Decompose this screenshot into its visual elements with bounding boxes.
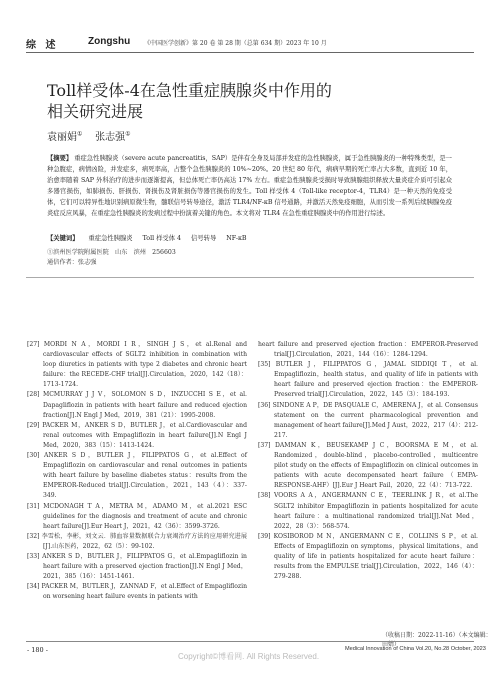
running-header xyxy=(26,36,474,52)
keywords-label: 【关键词】 xyxy=(47,235,79,242)
section-label-en: Zongshu xyxy=(88,36,131,47)
references-column-left xyxy=(27,340,247,602)
journal-footer-en: Medical Innovation of China Vol.20, No.28 October, 2023 xyxy=(345,646,486,652)
footer-rule xyxy=(26,641,474,642)
affiliation-block xyxy=(47,248,176,267)
reference-item: [31] MCDONAGH T A，METRA M，ADAMO M，et al.2021 ESC guidelines for the diagnosis and treatment of acute and chronic heart failure[J].Eur Heart J，2021，42（36）：3599-3726. xyxy=(27,502,247,530)
author-list xyxy=(47,128,131,143)
affiliation: ①滨州医学院附属医院 山东 滨州 256603 xyxy=(47,249,176,256)
reference-item: [27] MORDI N A，MORDI I R，SINGH J S，et al.Renal and cardiovascular effects of SGLT2 inhibition in combination with loop diuretics in patients with type 2 diabetes and chronic heart failure：the RECEDE-CHF trial[J].Circulation，2020，142（18）：1713-1724. xyxy=(27,341,247,389)
reference-item: [28] MCMURRAY J J V，SOLOMON S D，INZUCCHI S E，et al. Dapagliflozin in patients with heart failure and reduced ejection fraction[J].N Engl J Med，2019，381（21）：1995-2008. xyxy=(27,391,247,419)
author-name: 袁丽娟 xyxy=(47,132,77,143)
keyword: 信号转导 xyxy=(191,235,217,242)
section-divider xyxy=(26,277,474,278)
journal-issue-line: 《中国医学创新》第 20 卷 第 28 期（总第 634 期）2023 年 10 月 xyxy=(144,40,327,47)
author-affil-mark: ① xyxy=(77,130,83,138)
reference-item: [35] BUTLER J，FILIPPATOS G，JAMAL SIDDIQI T，et al. Empagliflozin，health status，and quality of life in patients with heart failure and preserved ejection fraction：the EMPEROR-Preserved trial[J].Circulation，2022，145（3）：184-193. xyxy=(258,361,478,399)
reference-item: heart failure and preserved ejection fraction：EMPEROR-Preserved trial[J].Circulation，2021，144（16）：1284-1294. xyxy=(258,341,478,359)
reference-item: [30] ANKER S D，BUTLER J，FILIPPATOS G，et al.Effect of Empagliflozin on cardiovascular and renal outcomes in patients with heart failure by baseline diabetes status：results from the EMPEROR-Reduced trial[J].Circulation，2021，143（4）：337-349. xyxy=(27,452,247,500)
reference-item: [33] ANKER S D，BUTLER J，FILIPPATOS G，et al.Empagliflozin in heart failure with a preserved ejection fraction[J].N Engl J Med，2021，385（16）：1451-1461. xyxy=(27,552,247,581)
reference-item: [32] 李雪松，李彬，刘文云．肺血容量数据联合力衰竭治疗方法的应用研究进展[J].山东医药，2022，62（5）：99-102. xyxy=(27,532,247,550)
reference-item: [39] KOSIBOROD M N，ANGERMANN C E，COLLINS S P，et al. Effects of Empagliflozin on symptoms，physical limitations，and quality of life in patients hospitalized for acute heart failure：results from the EMPULSE trial[J].Circulation，2022，146（4）：279-288. xyxy=(258,532,478,581)
title-line-2: 相关研究进展 xyxy=(47,102,144,121)
page-number: - 180 - xyxy=(27,646,48,654)
references-column-right xyxy=(258,340,478,582)
reference-item: [36] SINDONE A P，DE PASQUALE C，AMERENA J，et al. Consensus statement on the current pharmacological prevention and management of heart failure[J].Med J Aust，2022，217（4）：212-217. xyxy=(258,401,478,439)
received-date: （收稿日期：2022-11-16）（本文编辑：田婧） xyxy=(382,632,492,648)
abstract-text: 重症急性胰腺炎（severe acute pancreatitis，SAP）是伴有全身及局部并发症的急性胰腺炎，属于急性胰腺炎的一种特殊类型，是一种急腹症，病情凶险，并发症多，病死率高，占整个急性胰腺炎的 10%~20%。20 世纪 80 年代，病病早期的死亡率占大多数，直到近 10 年，治愈率随着 SAP 外科治疗的进步而逐渐提高，但总体死亡率仍高达 17% 左右。重症急性胰腺炎受损时导致胰腺组织释放大量炎症介质可引起众多器官损伤，如肺损伤、肝损伤、肾损伤及肾脏损伤等器官损伤的发生。Toll 样受体 4（Toll-like receptor-4，TLR4）是一种天然的免疫受体，它们可以特异性地识别病原微生物，髓联信号转导途径，激活 TLR4/NF-κB 信号通路，并激活天然免疫细胞，从而引发一系列后续胰腺免疫炎症反应风暴，在重症急性胰腺炎的发病过程中扮演着关键的角色。本文将对 TLR4 在急性重症胰腺炎中的作用进行综述。 xyxy=(47,155,452,217)
reference-item: [34] PACKER M，BUTLER J，ZANNAD F，et al.Effect of Empagliflozin on worsening heart failure events in patients with xyxy=(27,583,247,601)
header-rule xyxy=(26,52,474,53)
copyright-watermark: Copyright©博看网. All Rights Reserved. xyxy=(178,652,320,661)
author-affil-mark: ① xyxy=(125,130,131,138)
keywords xyxy=(47,233,452,242)
section-label-cn: 综 述 xyxy=(26,40,59,51)
abstract xyxy=(47,154,452,219)
keyword: Toll 样受体 4 xyxy=(142,235,182,242)
abstract-label: 【摘要】 xyxy=(47,155,73,162)
author-name: 张志强 xyxy=(95,132,126,143)
reference-item: [29] PACKER M，ANKER S D，BUTLER J，et al.Cardiovascular and renal outcomes with Empagliflozin in heart failure[J].N Engl J Med，2020，383（15）：1413-1424. xyxy=(27,421,247,449)
reference-item: [38] VOORS A A，ANGERMANN C E，TEERLINK J R，et al.The SGLT2 inhibitor Empagliflozin in patients hospitalized for acute heart failure：a multinational randomized trial[J].Nat Med，2022，28（3）：568-574. xyxy=(258,492,478,530)
keyword: NF-κB xyxy=(226,235,247,242)
keyword: 重症急性胰腺炎 xyxy=(88,235,133,242)
reference-item: [37] DAMMAN K，BEUSEKAMP J C，BOORSMA E M，et al. Randomized，double-blind，placebo-controlled，multicentre pilot study on the effects of Empagliflozin on clinical outcomes in patients with acute decompensated heart failure（EMPA-RESPONSE-AHF）[J].Eur J Heart Fail，2020，22（4）：713-722. xyxy=(258,441,478,490)
title-line-1: Toll样受体-4在急性重症胰腺炎中作用的 xyxy=(47,81,332,100)
corresponding-author: 通信作者：张志强 xyxy=(47,258,97,266)
article-title xyxy=(47,80,332,122)
